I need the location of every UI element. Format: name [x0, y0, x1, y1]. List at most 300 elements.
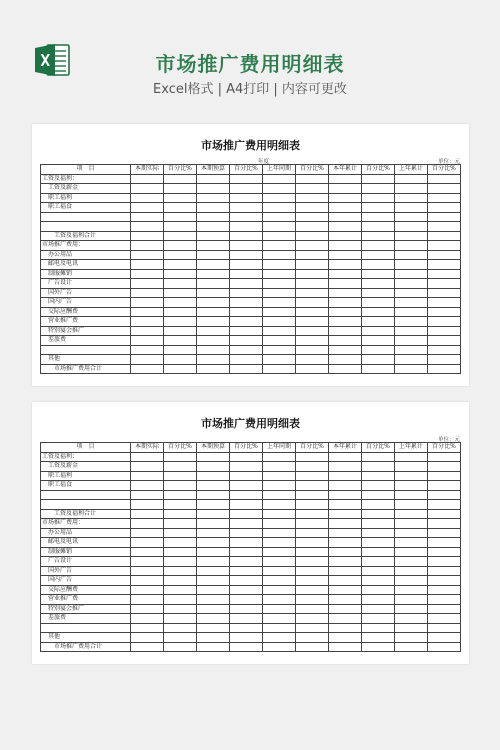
table-cell [296, 633, 329, 643]
table-cell [164, 509, 197, 519]
table-cell [131, 604, 164, 614]
table-cell [362, 222, 395, 232]
table-row [41, 288, 461, 298]
table-cell [395, 576, 428, 586]
table-cell [329, 174, 362, 184]
table-cell [230, 279, 263, 289]
table-cell [164, 203, 197, 213]
table-cell [362, 326, 395, 336]
table-cell [131, 500, 164, 510]
table-cell [329, 576, 362, 586]
table-row [41, 595, 461, 605]
table-cell [197, 336, 230, 346]
table-cell [164, 623, 197, 633]
column-header: 项 目 [41, 165, 131, 175]
row-label: 工资及福利： [41, 174, 131, 184]
table-cell [362, 452, 395, 462]
row-label [41, 345, 131, 355]
table-cell [395, 174, 428, 184]
column-header: 百分比% [164, 165, 197, 175]
table-cell [395, 538, 428, 548]
table-cell [230, 471, 263, 481]
table-cell [428, 298, 461, 308]
table-cell [164, 193, 197, 203]
table-cell [428, 212, 461, 222]
table-row [41, 633, 461, 643]
table-cell [263, 576, 296, 586]
table-cell [197, 462, 230, 472]
table-cell [197, 509, 230, 519]
table-cell [263, 557, 296, 567]
table-cell [362, 269, 395, 279]
table-cell [428, 222, 461, 232]
row-label [41, 212, 131, 222]
table-cell [131, 595, 164, 605]
table-cell [164, 184, 197, 194]
table-cell [395, 471, 428, 481]
table-cell [164, 279, 197, 289]
table-cell [428, 614, 461, 624]
table-cell [296, 528, 329, 538]
table-cell [197, 519, 230, 529]
table-cell [164, 298, 197, 308]
table-header-row [41, 165, 461, 175]
column-header: 本年累计 [329, 165, 362, 175]
table-cell [329, 355, 362, 365]
table-row [41, 614, 461, 624]
table-cell [131, 557, 164, 567]
table-cell [296, 203, 329, 213]
table-cell [428, 490, 461, 500]
table-cell [362, 203, 395, 213]
table-cell [296, 490, 329, 500]
table-cell [395, 260, 428, 270]
table-row [41, 642, 461, 652]
table-cell [395, 585, 428, 595]
table-cell [230, 576, 263, 586]
table-cell [395, 212, 428, 222]
table-cell [428, 481, 461, 491]
table-cell [230, 364, 263, 374]
table-row [41, 193, 461, 203]
table-cell [131, 317, 164, 327]
table-cell [362, 585, 395, 595]
row-label: 广告设计 [41, 279, 131, 289]
table-cell [428, 260, 461, 270]
table-cell [296, 462, 329, 472]
table-cell [164, 250, 197, 260]
table-cell [362, 614, 395, 624]
table-cell [329, 490, 362, 500]
table-cell [197, 231, 230, 241]
table-cell [362, 212, 395, 222]
table-cell [428, 355, 461, 365]
table-row [41, 250, 461, 260]
table-cell [395, 269, 428, 279]
table-cell [296, 193, 329, 203]
table-cell [131, 509, 164, 519]
table-cell [197, 174, 230, 184]
table-cell [230, 585, 263, 595]
table-cell [230, 317, 263, 327]
table-cell [428, 184, 461, 194]
table-cell [230, 184, 263, 194]
table-cell [395, 462, 428, 472]
table-cell [197, 193, 230, 203]
table-cell [230, 604, 263, 614]
table-cell [197, 566, 230, 576]
table-cell [296, 184, 329, 194]
row-label: 邮电及电讯 [41, 538, 131, 548]
table-cell [197, 317, 230, 327]
table-cell [263, 462, 296, 472]
row-label: 工资及福利： [41, 452, 131, 462]
table-cell [230, 269, 263, 279]
table-cell [329, 317, 362, 327]
table-cell [329, 642, 362, 652]
table-cell [329, 222, 362, 232]
table-cell [197, 307, 230, 317]
table-cell [164, 336, 197, 346]
table-cell [395, 604, 428, 614]
table-cell [362, 490, 395, 500]
table-cell [395, 250, 428, 260]
table-cell [164, 260, 197, 270]
table-cell [329, 193, 362, 203]
table-cell [395, 557, 428, 567]
table-cell [395, 633, 428, 643]
table-cell [131, 355, 164, 365]
row-label: 职工福食 [41, 481, 131, 491]
table-cell [362, 462, 395, 472]
row-label [41, 500, 131, 510]
table-cell [362, 576, 395, 586]
table-cell [230, 557, 263, 567]
table-row [41, 326, 461, 336]
table-cell [263, 547, 296, 557]
table-cell [428, 452, 461, 462]
page-subtitle: Excel格式 | A4打印 | 内容可更改 [153, 82, 347, 97]
table-cell [164, 462, 197, 472]
row-label: 工资及薪金 [41, 462, 131, 472]
table-cell [329, 241, 362, 251]
table-cell [428, 538, 461, 548]
table-cell [395, 509, 428, 519]
table-cell [131, 538, 164, 548]
table-cell [395, 595, 428, 605]
column-header: 本期预算 [197, 443, 230, 453]
table-row [41, 317, 461, 327]
table-cell [329, 345, 362, 355]
table-cell [164, 364, 197, 374]
column-header: 百分比% [362, 165, 395, 175]
table-cell [164, 528, 197, 538]
table-cell [131, 288, 164, 298]
table-row [41, 203, 461, 213]
table-cell [164, 269, 197, 279]
table-cell [263, 336, 296, 346]
table-cell [296, 509, 329, 519]
table-cell [329, 364, 362, 374]
table-cell [329, 509, 362, 519]
table-cell [230, 212, 263, 222]
table-cell [395, 222, 428, 232]
table-cell [263, 326, 296, 336]
table-cell [296, 585, 329, 595]
table-cell [263, 364, 296, 374]
table-cell [263, 471, 296, 481]
sheet-title: 市场推广费用明细表 [201, 139, 300, 152]
table-row [41, 500, 461, 510]
table-cell [428, 585, 461, 595]
table-cell [395, 500, 428, 510]
table-cell [329, 604, 362, 614]
table-cell [263, 193, 296, 203]
table-cell [263, 231, 296, 241]
table-cell [329, 184, 362, 194]
table-cell [395, 288, 428, 298]
table-cell [263, 184, 296, 194]
table-cell [428, 509, 461, 519]
row-label: 制服摊销 [41, 547, 131, 557]
column-header: 百分比% [230, 443, 263, 453]
table-cell [329, 481, 362, 491]
table-cell [428, 288, 461, 298]
table-row [41, 184, 461, 194]
table-cell [197, 203, 230, 213]
table-cell [131, 307, 164, 317]
sheet-preview-1 [32, 124, 469, 386]
table-cell [230, 260, 263, 270]
row-label: 国内广告 [41, 298, 131, 308]
table-row [41, 566, 461, 576]
table-cell [362, 355, 395, 365]
table-cell [395, 547, 428, 557]
table-cell [197, 269, 230, 279]
row-label: 职工福食 [41, 203, 131, 213]
table-cell [329, 260, 362, 270]
table-cell [230, 528, 263, 538]
table-cell [131, 623, 164, 633]
table-cell [428, 317, 461, 327]
row-label [41, 222, 131, 232]
table-cell [362, 174, 395, 184]
table-cell [395, 364, 428, 374]
table-cell [131, 585, 164, 595]
table-cell [164, 519, 197, 529]
table-cell [131, 490, 164, 500]
table-row [41, 364, 461, 374]
table-cell [428, 557, 461, 567]
table-row [41, 269, 461, 279]
row-label: 市场推广费用合计 [41, 364, 131, 374]
expense-table [40, 442, 461, 652]
table-cell [395, 623, 428, 633]
table-cell [296, 576, 329, 586]
table-cell [131, 462, 164, 472]
row-label: 国外广告 [41, 566, 131, 576]
table-row [41, 528, 461, 538]
table-cell [296, 279, 329, 289]
table-cell [197, 642, 230, 652]
table-cell [263, 345, 296, 355]
table-cell [131, 336, 164, 346]
table-cell [263, 307, 296, 317]
column-header: 上年累计 [395, 165, 428, 175]
table-cell [164, 557, 197, 567]
table-cell [362, 231, 395, 241]
table-cell [230, 623, 263, 633]
table-cell [263, 614, 296, 624]
table-cell [329, 212, 362, 222]
table-cell [296, 452, 329, 462]
table-cell [296, 566, 329, 576]
row-label: 特别宴会推广 [41, 604, 131, 614]
table-cell [131, 269, 164, 279]
table-cell [230, 231, 263, 241]
table-cell [362, 345, 395, 355]
table-cell [164, 452, 197, 462]
row-label: 差旅费 [41, 336, 131, 346]
table-cell [428, 595, 461, 605]
table-row [41, 222, 461, 232]
table-cell [395, 326, 428, 336]
table-cell [296, 538, 329, 548]
table-cell [395, 519, 428, 529]
table-cell [197, 500, 230, 510]
table-cell [230, 193, 263, 203]
table-cell [263, 298, 296, 308]
table-cell [362, 250, 395, 260]
column-header: 上年累计 [395, 443, 428, 453]
table-cell [230, 336, 263, 346]
table-cell [395, 231, 428, 241]
table-row [41, 604, 461, 614]
table-cell [263, 355, 296, 365]
table-cell [296, 547, 329, 557]
table-cell [329, 547, 362, 557]
table-row [41, 336, 461, 346]
table-cell [428, 519, 461, 529]
table-cell [428, 307, 461, 317]
row-label: 其他 [41, 633, 131, 643]
table-cell [329, 528, 362, 538]
table-cell [263, 604, 296, 614]
table-cell [131, 566, 164, 576]
table-cell [131, 528, 164, 538]
table-cell [164, 642, 197, 652]
table-cell [263, 269, 296, 279]
table-cell [329, 471, 362, 481]
table-row [41, 623, 461, 633]
table-cell [296, 288, 329, 298]
table-cell [296, 307, 329, 317]
table-cell [428, 604, 461, 614]
column-header: 百分比% [428, 165, 461, 175]
table-cell [263, 288, 296, 298]
table-cell [164, 174, 197, 184]
row-label: 市场推广费用： [41, 241, 131, 251]
table-cell [362, 604, 395, 614]
table-cell [197, 355, 230, 365]
table-cell [164, 288, 197, 298]
table-cell [428, 566, 461, 576]
table-cell [329, 279, 362, 289]
table-row [41, 547, 461, 557]
table-cell [263, 528, 296, 538]
table-cell [230, 452, 263, 462]
table-body [41, 174, 461, 374]
table-cell [131, 241, 164, 251]
table-row [41, 538, 461, 548]
table-cell [263, 241, 296, 251]
table-cell [164, 326, 197, 336]
table-cell [230, 538, 263, 548]
table-cell [164, 595, 197, 605]
column-header: 上年同期 [263, 443, 296, 453]
table-cell [197, 345, 230, 355]
table-cell [230, 174, 263, 184]
table-cell [164, 490, 197, 500]
table-header-row [41, 443, 461, 453]
table-cell [131, 212, 164, 222]
sheet-preview-2 [32, 402, 469, 664]
table-cell [131, 633, 164, 643]
table-cell [362, 184, 395, 194]
table-row [41, 345, 461, 355]
table-cell [263, 623, 296, 633]
table-cell [296, 642, 329, 652]
table-row [41, 490, 461, 500]
table-cell [197, 452, 230, 462]
table-cell [197, 298, 230, 308]
table-cell [329, 595, 362, 605]
table-cell [296, 604, 329, 614]
table-cell [197, 279, 230, 289]
table-cell [197, 595, 230, 605]
table-cell [296, 317, 329, 327]
table-cell [164, 566, 197, 576]
row-label: 制服摊销 [41, 269, 131, 279]
table-cell [428, 528, 461, 538]
row-label: 营业推广费 [41, 595, 131, 605]
table-cell [164, 547, 197, 557]
table-cell [395, 566, 428, 576]
table-cell [230, 250, 263, 260]
table-cell [263, 174, 296, 184]
table-cell [230, 203, 263, 213]
table-row [41, 452, 461, 462]
table-cell [362, 307, 395, 317]
table-cell [296, 614, 329, 624]
table-cell [263, 317, 296, 327]
table-cell [428, 336, 461, 346]
table-cell [362, 481, 395, 491]
row-label: 差旅费 [41, 614, 131, 624]
table-cell [131, 231, 164, 241]
table-cell [329, 203, 362, 213]
table-cell [131, 222, 164, 232]
table-cell [296, 298, 329, 308]
column-header: 本年累计 [329, 443, 362, 453]
table-cell [296, 269, 329, 279]
table-cell [362, 317, 395, 327]
row-label: 办公用品 [41, 250, 131, 260]
table-cell [362, 364, 395, 374]
table-cell [164, 471, 197, 481]
row-label: 工资及福利合计 [41, 231, 131, 241]
table-cell [230, 509, 263, 519]
